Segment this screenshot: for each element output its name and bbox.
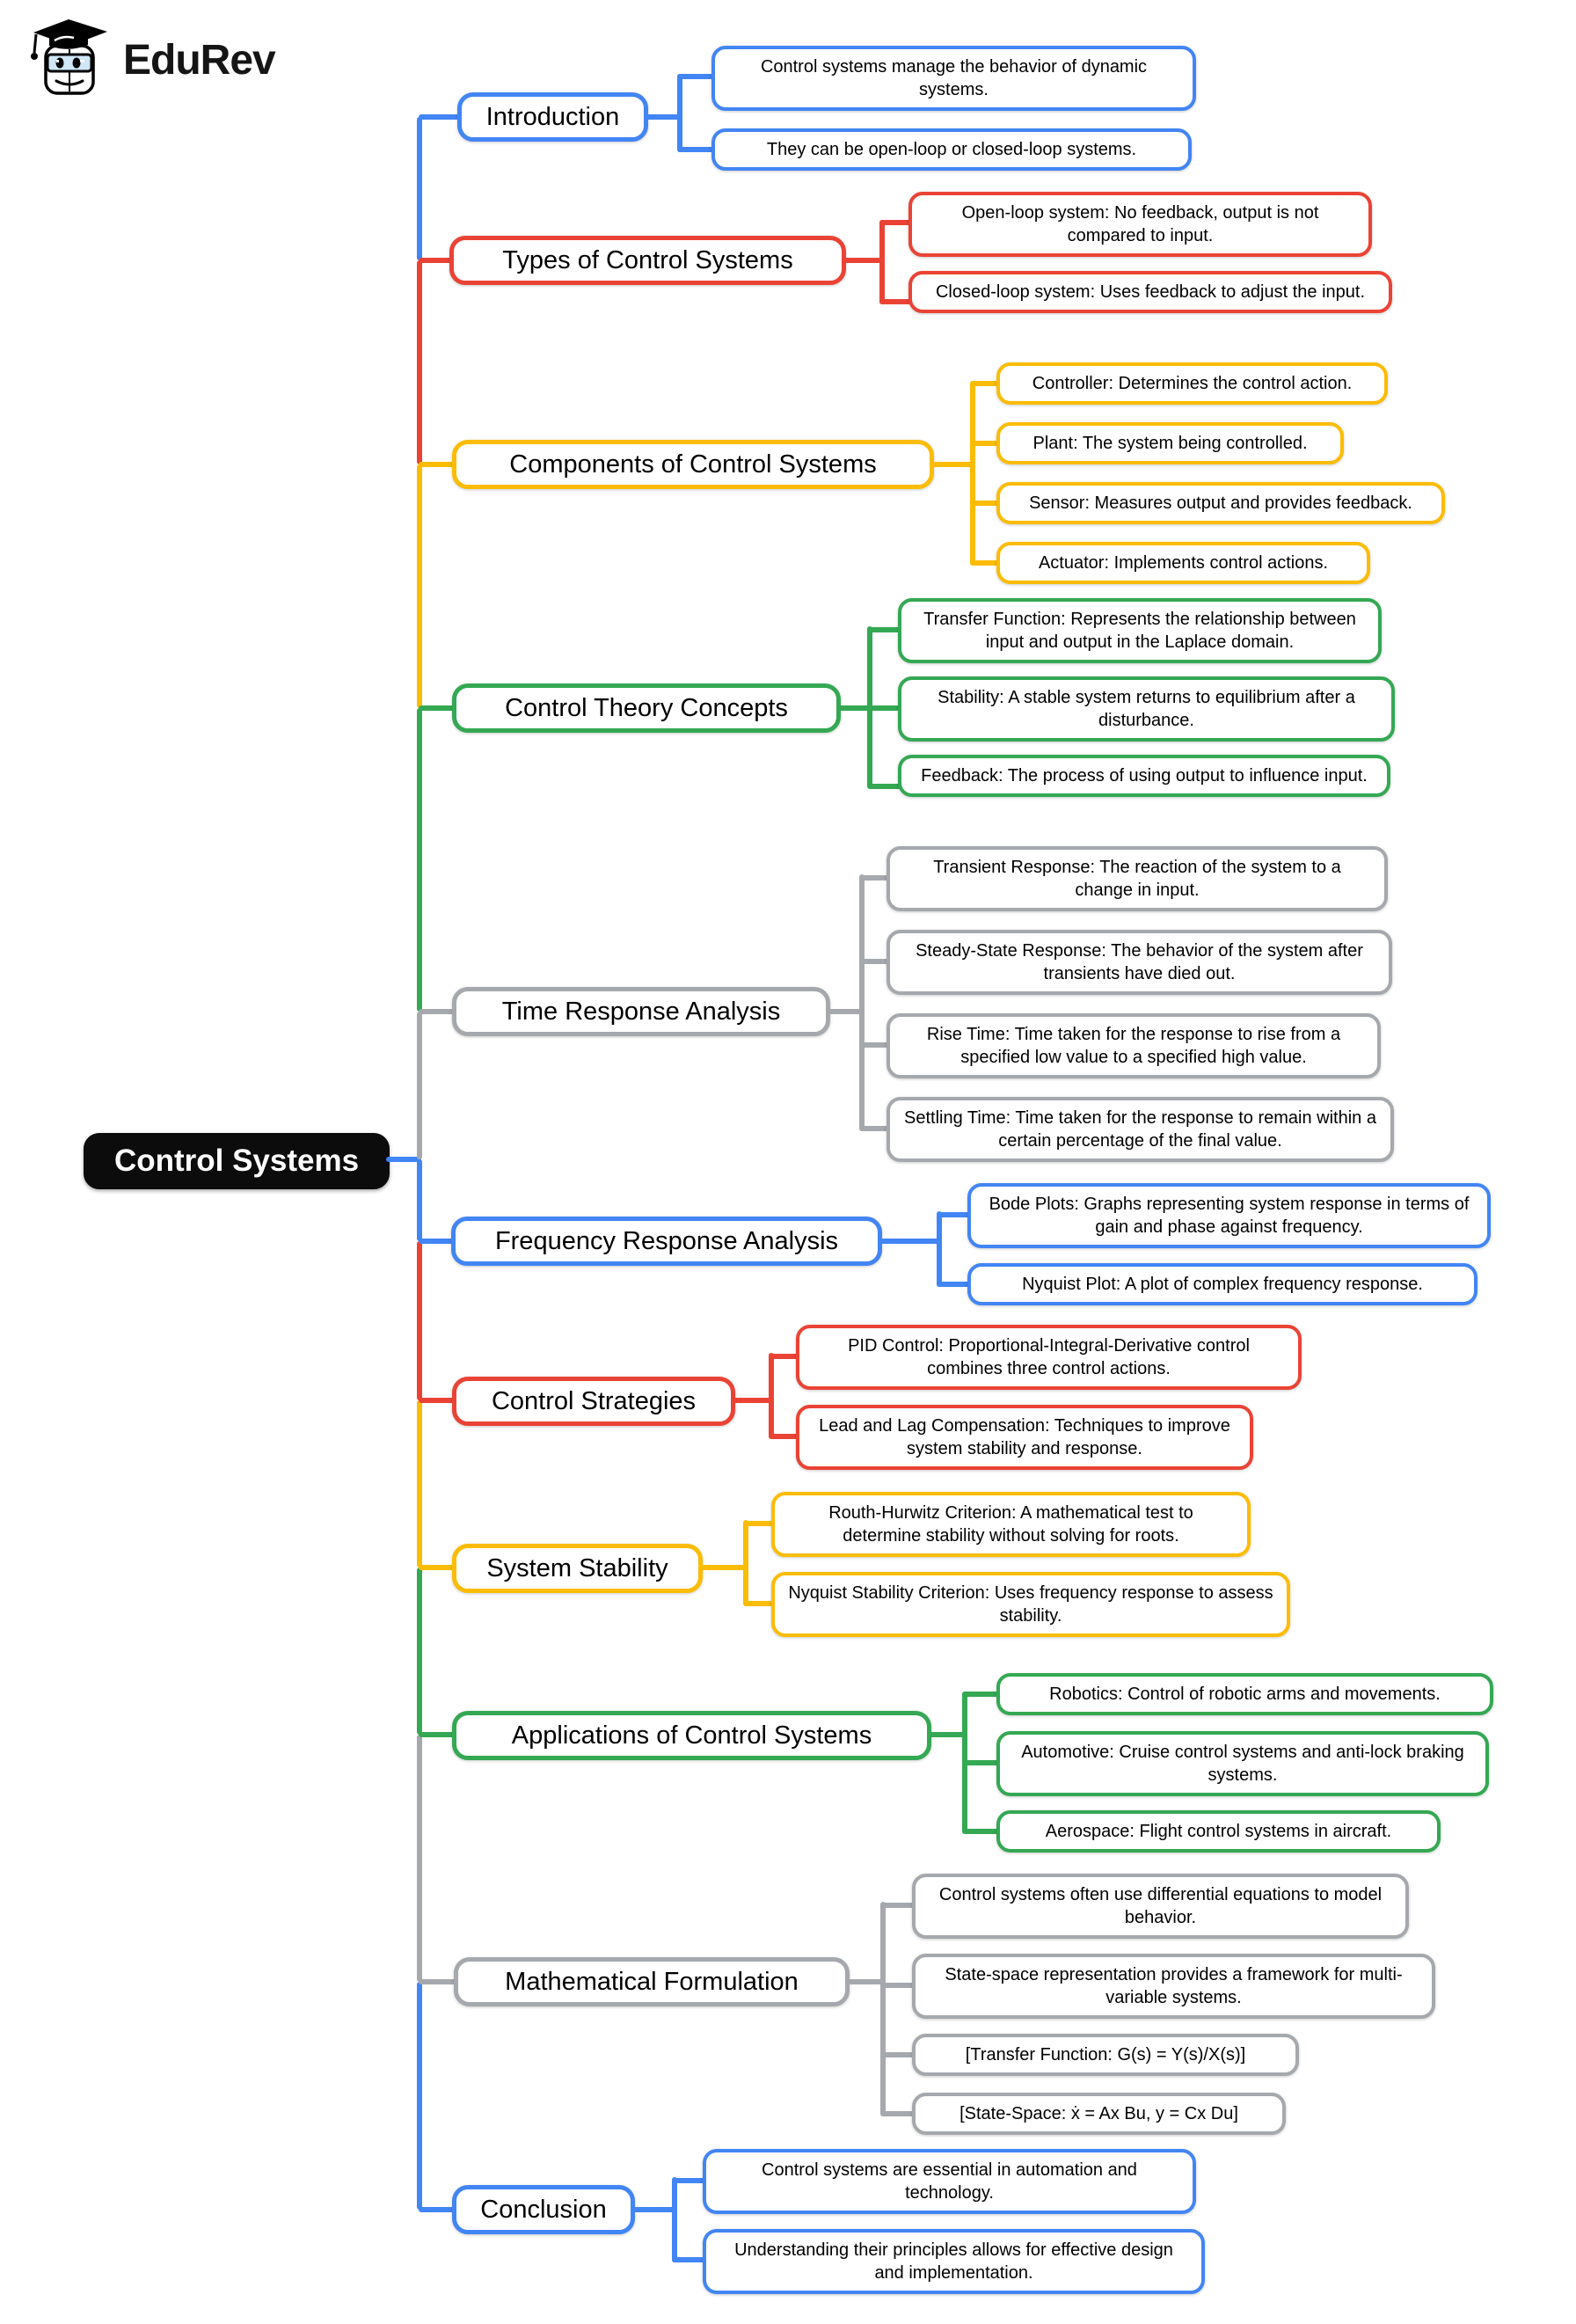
connector-leaf-stub <box>672 2178 706 2183</box>
topic-system-stability[interactable]: System Stability <box>452 1544 703 1593</box>
connector-leaf-stub <box>970 560 1000 566</box>
connector-trunk-segment <box>417 1241 422 1400</box>
connector-children-line <box>677 74 682 152</box>
leaf-theory-2[interactable]: Stability: A stable system returns to equilibrium after a disturbance. <box>898 676 1395 742</box>
leaf-applications-2[interactable]: Automotive: Cruise control systems and anti-lock braking systems. <box>996 1731 1489 1796</box>
topic-applications-of-control-systems[interactable]: Applications of Control Systems <box>452 1711 931 1760</box>
leaf-math-1[interactable]: Control systems often use differential equations to model behavior. <box>912 1874 1409 1939</box>
connector-children-line <box>937 1211 942 1287</box>
connector-leaf-stub <box>677 74 715 79</box>
connector-leaf-stub <box>880 2111 916 2116</box>
connector-topic-stub <box>930 462 975 467</box>
topic-frequency-response-analysis[interactable]: Frequency Response Analysis <box>451 1217 882 1266</box>
leaf-math-2[interactable]: State-space representation provides a framework for multi-variable systems. <box>912 1954 1435 2019</box>
connector-leaf-stub <box>859 1042 890 1048</box>
topic-time-response-analysis[interactable]: Time Response Analysis <box>452 987 830 1036</box>
connector-leaf-stub <box>677 147 715 152</box>
connector-topic-stub <box>732 1398 774 1403</box>
connector-leaf-stub <box>937 1282 971 1287</box>
connector-trunk-segment <box>417 117 422 260</box>
leaf-frequency-1[interactable]: Bode Plots: Graphs representing system response in terms of gain and phase against frequency. <box>967 1183 1491 1248</box>
leaf-math-4[interactable]: [State-Space: ẋ = Ax Bu, y = Cx Du] <box>912 2093 1286 2135</box>
connector-children-line <box>743 1520 748 1605</box>
leaf-types-1[interactable]: Open-loop system: No feedback, output is not compared to input. <box>908 192 1372 257</box>
leaf-time-response-4[interactable]: Settling Time: Time taken for the response to remain within a certain percentage of the final value. <box>886 1097 1394 1162</box>
connector-trunk-segment <box>417 464 422 708</box>
connector-leaf-stub <box>970 441 1000 446</box>
leaf-components-4[interactable]: Actuator: Implements control actions. <box>996 542 1370 584</box>
connector-leaf-stub <box>937 1212 971 1217</box>
connector-branch-stub <box>419 462 456 467</box>
connector-leaf-stub <box>769 1354 799 1359</box>
connector-leaf-stub <box>859 959 890 964</box>
connector-leaf-stub <box>859 875 890 881</box>
topic-components-of-control-systems[interactable]: Components of Control Systems <box>452 440 934 489</box>
leaf-components-2[interactable]: Plant: The system being controlled. <box>996 422 1344 464</box>
connector-branch-stub <box>419 1979 457 1984</box>
leaf-stability-2[interactable]: Nyquist Stability Criterion: Uses frequency response to assess stability. <box>771 1572 1290 1637</box>
leaf-types-2[interactable]: Closed-loop system: Uses feedback to adjust the input. <box>908 271 1392 313</box>
connector-leaf-stub <box>970 381 1000 386</box>
leaf-frequency-2[interactable]: Nyquist Plot: A plot of complex frequency response. <box>967 1263 1478 1305</box>
connector-leaf-stub <box>743 1521 775 1526</box>
connector-leaf-stub <box>672 2257 706 2262</box>
leaf-components-1[interactable]: Controller: Determines the control action. <box>996 362 1388 405</box>
leaf-math-3[interactable]: [Transfer Function: G(s) = Y(s)/X(s)] <box>912 2034 1299 2076</box>
leaf-components-3[interactable]: Sensor: Measures output and provides feedback. <box>996 482 1445 524</box>
leaf-time-response-2[interactable]: Steady-State Response: The behavior of the system after transients have died out. <box>886 930 1392 995</box>
connector-leaf-stub <box>867 705 901 711</box>
connector-trunk-segment <box>417 1735 422 1982</box>
connector-leaf-stub <box>880 2052 916 2057</box>
connector-children-line <box>672 2177 677 2262</box>
connector-trunk-segment <box>417 1982 422 2210</box>
connector-leaf-stub <box>962 1760 1000 1765</box>
connector-branch-stub <box>419 705 456 711</box>
connector-trunk-segment <box>417 708 422 1012</box>
connector-leaf-stub <box>879 220 912 225</box>
connector-children-line <box>880 1902 886 2116</box>
connector-leaf-stub <box>769 1434 799 1439</box>
connector-topic-stub <box>879 1239 942 1244</box>
connector-branch-stub <box>419 258 453 263</box>
connector-children-line <box>859 874 865 1130</box>
connector-trunk-segment <box>417 1568 422 1735</box>
connector-leaf-stub <box>867 784 901 789</box>
leaf-conclusion-2[interactable]: Understanding their principles allows for effective design and implementation. <box>703 2229 1205 2294</box>
connector-branch-stub <box>419 1732 456 1737</box>
connector-leaf-stub <box>880 1903 916 1908</box>
leaf-theory-3[interactable]: Feedback: The process of using output to influence input. <box>898 755 1390 797</box>
leaf-applications-1[interactable]: Robotics: Control of robotic arms and movements. <box>996 1673 1493 1715</box>
leaf-strategies-1[interactable]: PID Control: Proportional-Integral-Derivative control combines three control actions. <box>796 1325 1302 1390</box>
connector-trunk-segment <box>417 1159 422 1241</box>
topic-mathematical-formulation[interactable]: Mathematical Formulation <box>454 1957 850 2006</box>
topic-conclusion[interactable]: Conclusion <box>452 2185 635 2234</box>
topic-control-theory-concepts[interactable]: Control Theory Concepts <box>452 683 841 733</box>
connector-leaf-stub <box>962 1692 1000 1697</box>
connector-branch-stub <box>419 1009 456 1014</box>
connector-branch-stub <box>419 2207 456 2212</box>
connector-branch-stub <box>419 114 461 120</box>
leaf-strategies-2[interactable]: Lead and Lag Compensation: Techniques to improve system stability and response. <box>796 1405 1253 1470</box>
topic-types-of-control-systems[interactable]: Types of Control Systems <box>449 236 846 285</box>
connector-trunk-segment <box>417 1012 422 1159</box>
connector-leaf-stub <box>962 1829 1000 1834</box>
connector-leaf-stub <box>859 1126 890 1131</box>
leaf-time-response-3[interactable]: Rise Time: Time taken for the response to rise from a specified low value to a specified high value. <box>886 1013 1381 1078</box>
edurev-mascot-icon <box>25 14 113 106</box>
connector-children-line <box>970 381 975 566</box>
connector-root-stub <box>386 1157 421 1162</box>
topic-control-strategies[interactable]: Control Strategies <box>452 1377 735 1426</box>
connector-leaf-stub <box>867 627 901 632</box>
connector-leaf-stub <box>743 1601 775 1606</box>
connector-leaf-stub <box>970 501 1000 506</box>
connector-topic-stub <box>631 2207 677 2212</box>
leaf-time-response-1[interactable]: Transient Response: The reaction of the system to a change in input. <box>886 846 1388 911</box>
connector-trunk-segment <box>417 260 422 464</box>
connector-branch-stub <box>419 1565 456 1570</box>
connector-trunk-segment <box>417 1400 422 1568</box>
leaf-applications-3[interactable]: Aerospace: Flight control systems in aircraft. <box>996 1810 1441 1853</box>
connector-leaf-stub <box>879 299 912 304</box>
root-node[interactable]: Control Systems <box>84 1133 390 1189</box>
connector-branch-stub <box>419 1398 456 1403</box>
leaf-introduction-1[interactable]: Control systems manage the behavior of dynamic systems. <box>711 46 1196 111</box>
connector-children-line <box>769 1353 774 1438</box>
edurev-brand-text: EduRev <box>123 37 275 84</box>
edurev-logo[interactable] <box>25 14 275 106</box>
connector-branch-stub <box>419 1239 455 1244</box>
connector-children-line <box>879 220 885 304</box>
leaf-theory-1[interactable]: Transfer Function: Represents the relationship between input and output in the Laplace domain. <box>898 598 1382 663</box>
leaf-conclusion-1[interactable]: Control systems are essential in automation and technology. <box>703 2149 1196 2214</box>
leaf-stability-1[interactable]: Routh-Hurwitz Criterion: A mathematical test to determine stability without solving for roots. <box>771 1492 1251 1557</box>
connector-topic-stub <box>699 1565 748 1570</box>
connector-leaf-stub <box>880 1983 916 1988</box>
connector-topic-stub <box>843 258 885 263</box>
leaf-introduction-2[interactable]: They can be open-loop or closed-loop systems. <box>711 128 1192 171</box>
topic-introduction[interactable]: Introduction <box>457 92 648 142</box>
